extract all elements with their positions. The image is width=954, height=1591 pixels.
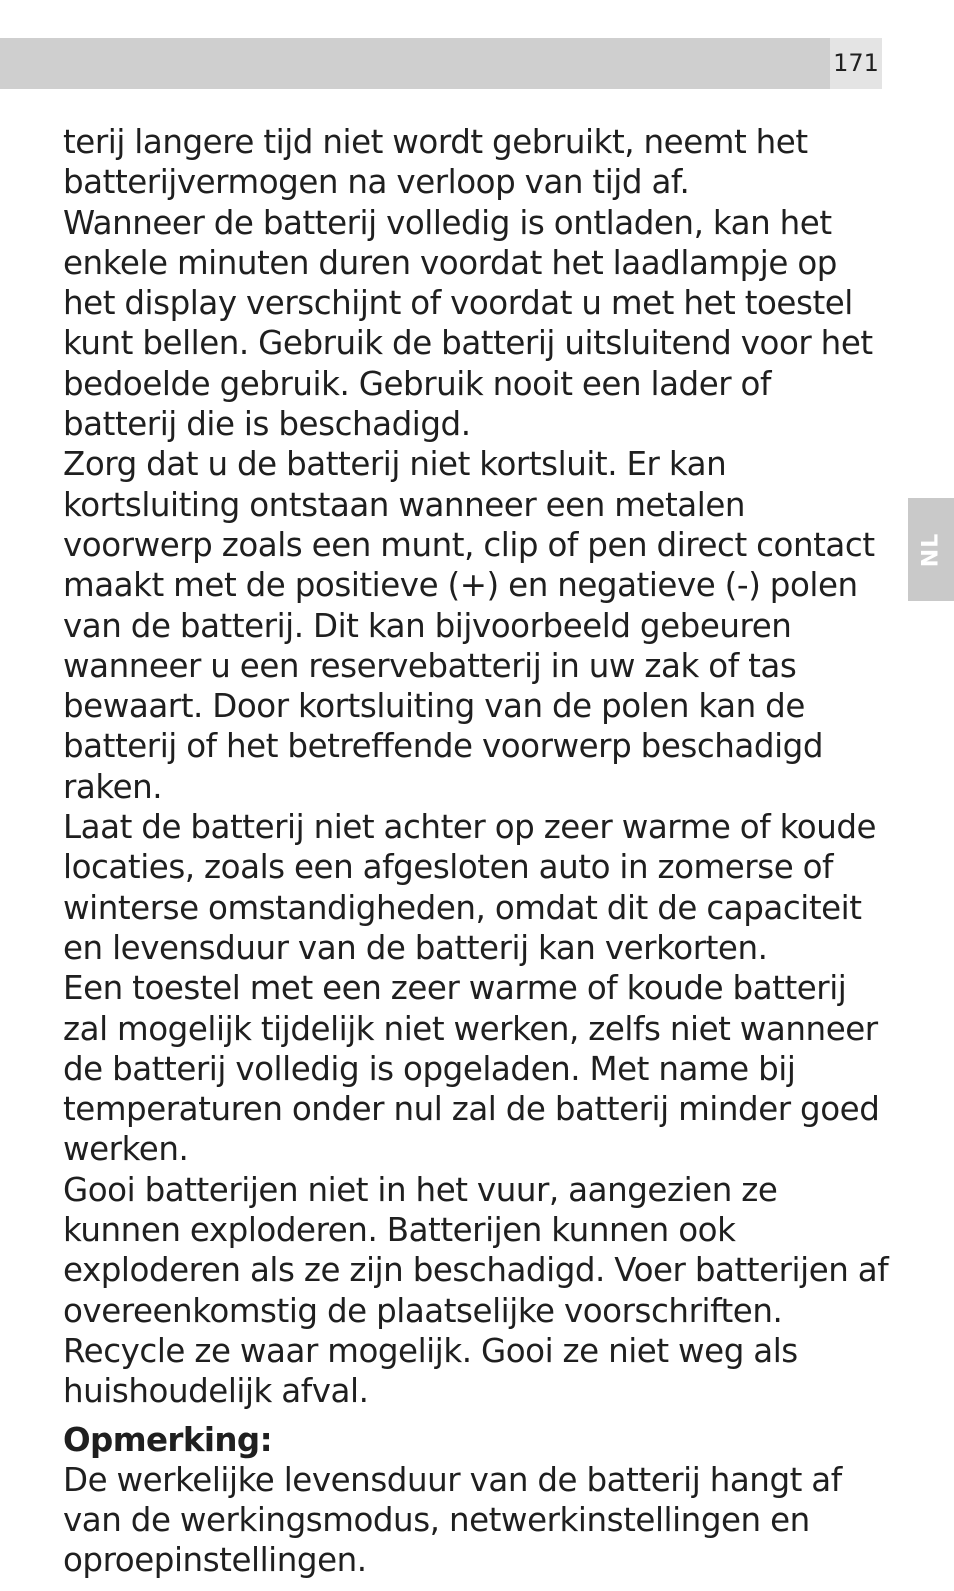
note-text: De werkelijke levensduur van de batterij hangt af van de werkingsmodus, netwerkinstellingen en oproepinstellingen. bbox=[63, 1460, 842, 1580]
page-number: 171 bbox=[830, 38, 882, 89]
header-bar bbox=[0, 38, 830, 89]
paragraph-cold-battery: Een toestel met een zeer warme of koude batterij zal mogelijk tijdelijk niet werken, zelfs niet wanneer de batterij volledig is opgeladen. Met name bij temperaturen onder nul zal de batterij minder goed werken. bbox=[63, 969, 880, 1169]
paragraph-disposal: Gooi batterijen niet in het vuur, aangezien ze kunnen exploderen. Batterijen kunnen ook exploderen als ze zijn beschadigd. Voer batterijen af overeenkomstig de plaatselijke voorschriften. Recycle ze waar mogelijk. Gooi ze niet weg als huishoudelijk afval. bbox=[63, 1170, 889, 1411]
paragraph-battery-capacity: terij langere tijd niet wordt gebruikt, neemt het batterijvermogen na verloop van tijd af. bbox=[63, 123, 808, 202]
body-text bbox=[63, 122, 891, 1581]
language-tab bbox=[908, 498, 954, 601]
paragraph-discharged-battery: Wanneer de batterij volledig is ontladen, kan het enkele minuten duren voordat het laadlampje op het display verschijnt of voordat u met het toestel kunt bellen. Gebruik de batterij uitsluitend voor het bedoelde gebruik. Gebruik nooit een lader of batterij die is beschadigd. bbox=[63, 203, 873, 444]
paragraph-temperature-locations: Laat de batterij niet achter op zeer warme of koude locaties, zoals een afgesloten auto in zomerse of winterse omstandigheden, omdat dit de capaciteit en levensduur van de batterij kan verkorten. bbox=[63, 808, 877, 967]
note-heading: Opmerking: bbox=[63, 1420, 272, 1459]
paragraph-short-circuit: Zorg dat u de batterij niet kortsluit. Er kan kortsluiting ontstaan wanneer een metalen voorwerp zoals een munt, clip of pen direct contact maakt met de positieve (+) en negatieve (-) polen van de batterij. Dit kan bijvoorbeeld gebeuren wanneer u een reservebatterij in uw zak of tas bewaart. Door kortsluiting van de polen kan de batterij of het betreffende voorwerp beschadigd raken. bbox=[63, 445, 875, 806]
language-tab-label: NL bbox=[918, 532, 944, 567]
